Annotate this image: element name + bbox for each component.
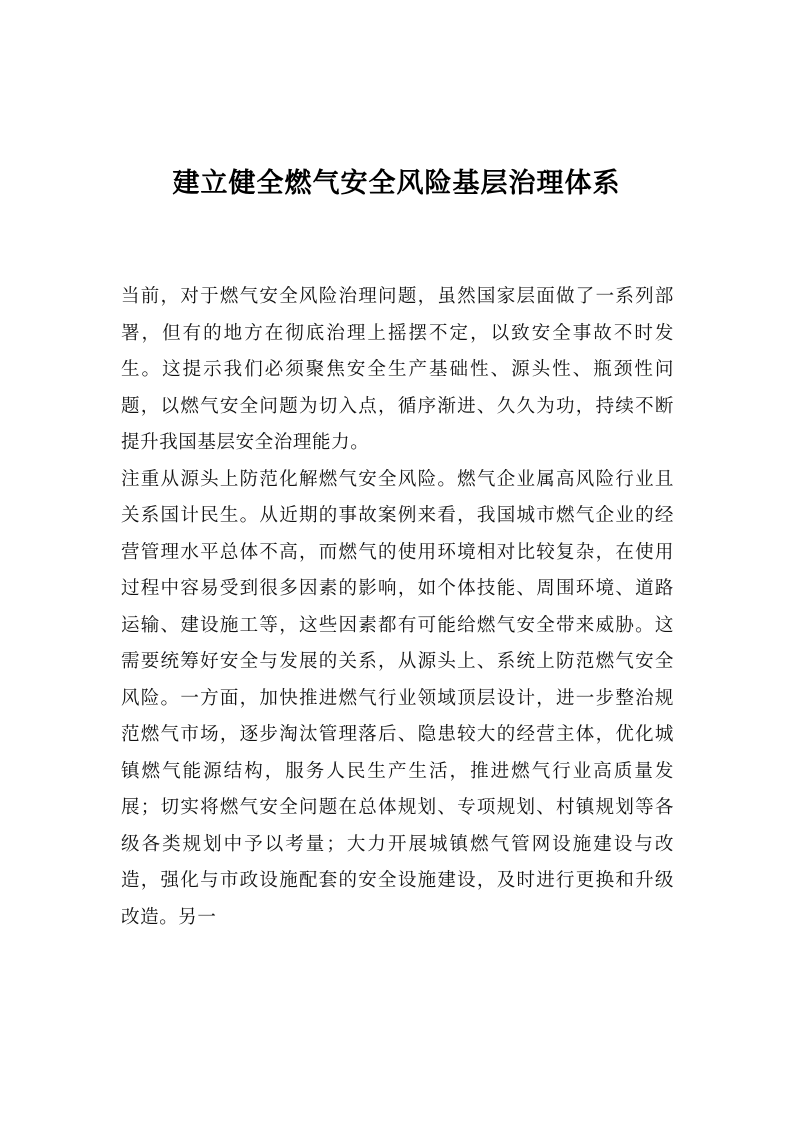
paragraph-source-prevention: 注重从源头上防范化解燃气安全风险。燃气企业属高风险行业且关系国计民生。从近期的事故案例来看，我国城市燃气企业的经营管理水平总体不高，而燃气的使用环境相对比较复杂，在使用过程中容易受到很多因素的影响，如个体技能、周围环境、道路运输、建设施工等，这些因素都有可能给燃气安全带来威胁。这需要统筹好安全与发展的关系，从源头上、系统上防范燃气安全风险。一方面，加快推进燃气行业领域顶层设计，进一步整治规范燃气市场，逐步淘汰管理落后、隐患较大的经营主体，优化城镇燃气能源结构，服务人民生产生活，推进燃气行业高质量发展；切实将燃气安全问题在总体规划、专项规划、村镇规划等各级各类规划中予以考量；大力开展城镇燃气管网设施建设与改造，强化与市政设施配套的安全设施建设，及时进行更换和升级改造。另一 [121, 468, 674, 928]
document-title: 建立健全燃气安全风险基层治理体系 [172, 168, 621, 199]
paragraph-intro: 当前，对于燃气安全风险治理问题，虽然国家层面做了一系列部署，但有的地方在彻底治理上摇摆不定，以致安全事故不时发生。这提示我们必须聚焦安全生产基础性、源头性、瓶颈性问题，以燃气安全问题为切入点，循序渐进、久久为功，持续不断提升我国基层安全治理能力。 [121, 286, 674, 453]
document-body [121, 279, 674, 936]
